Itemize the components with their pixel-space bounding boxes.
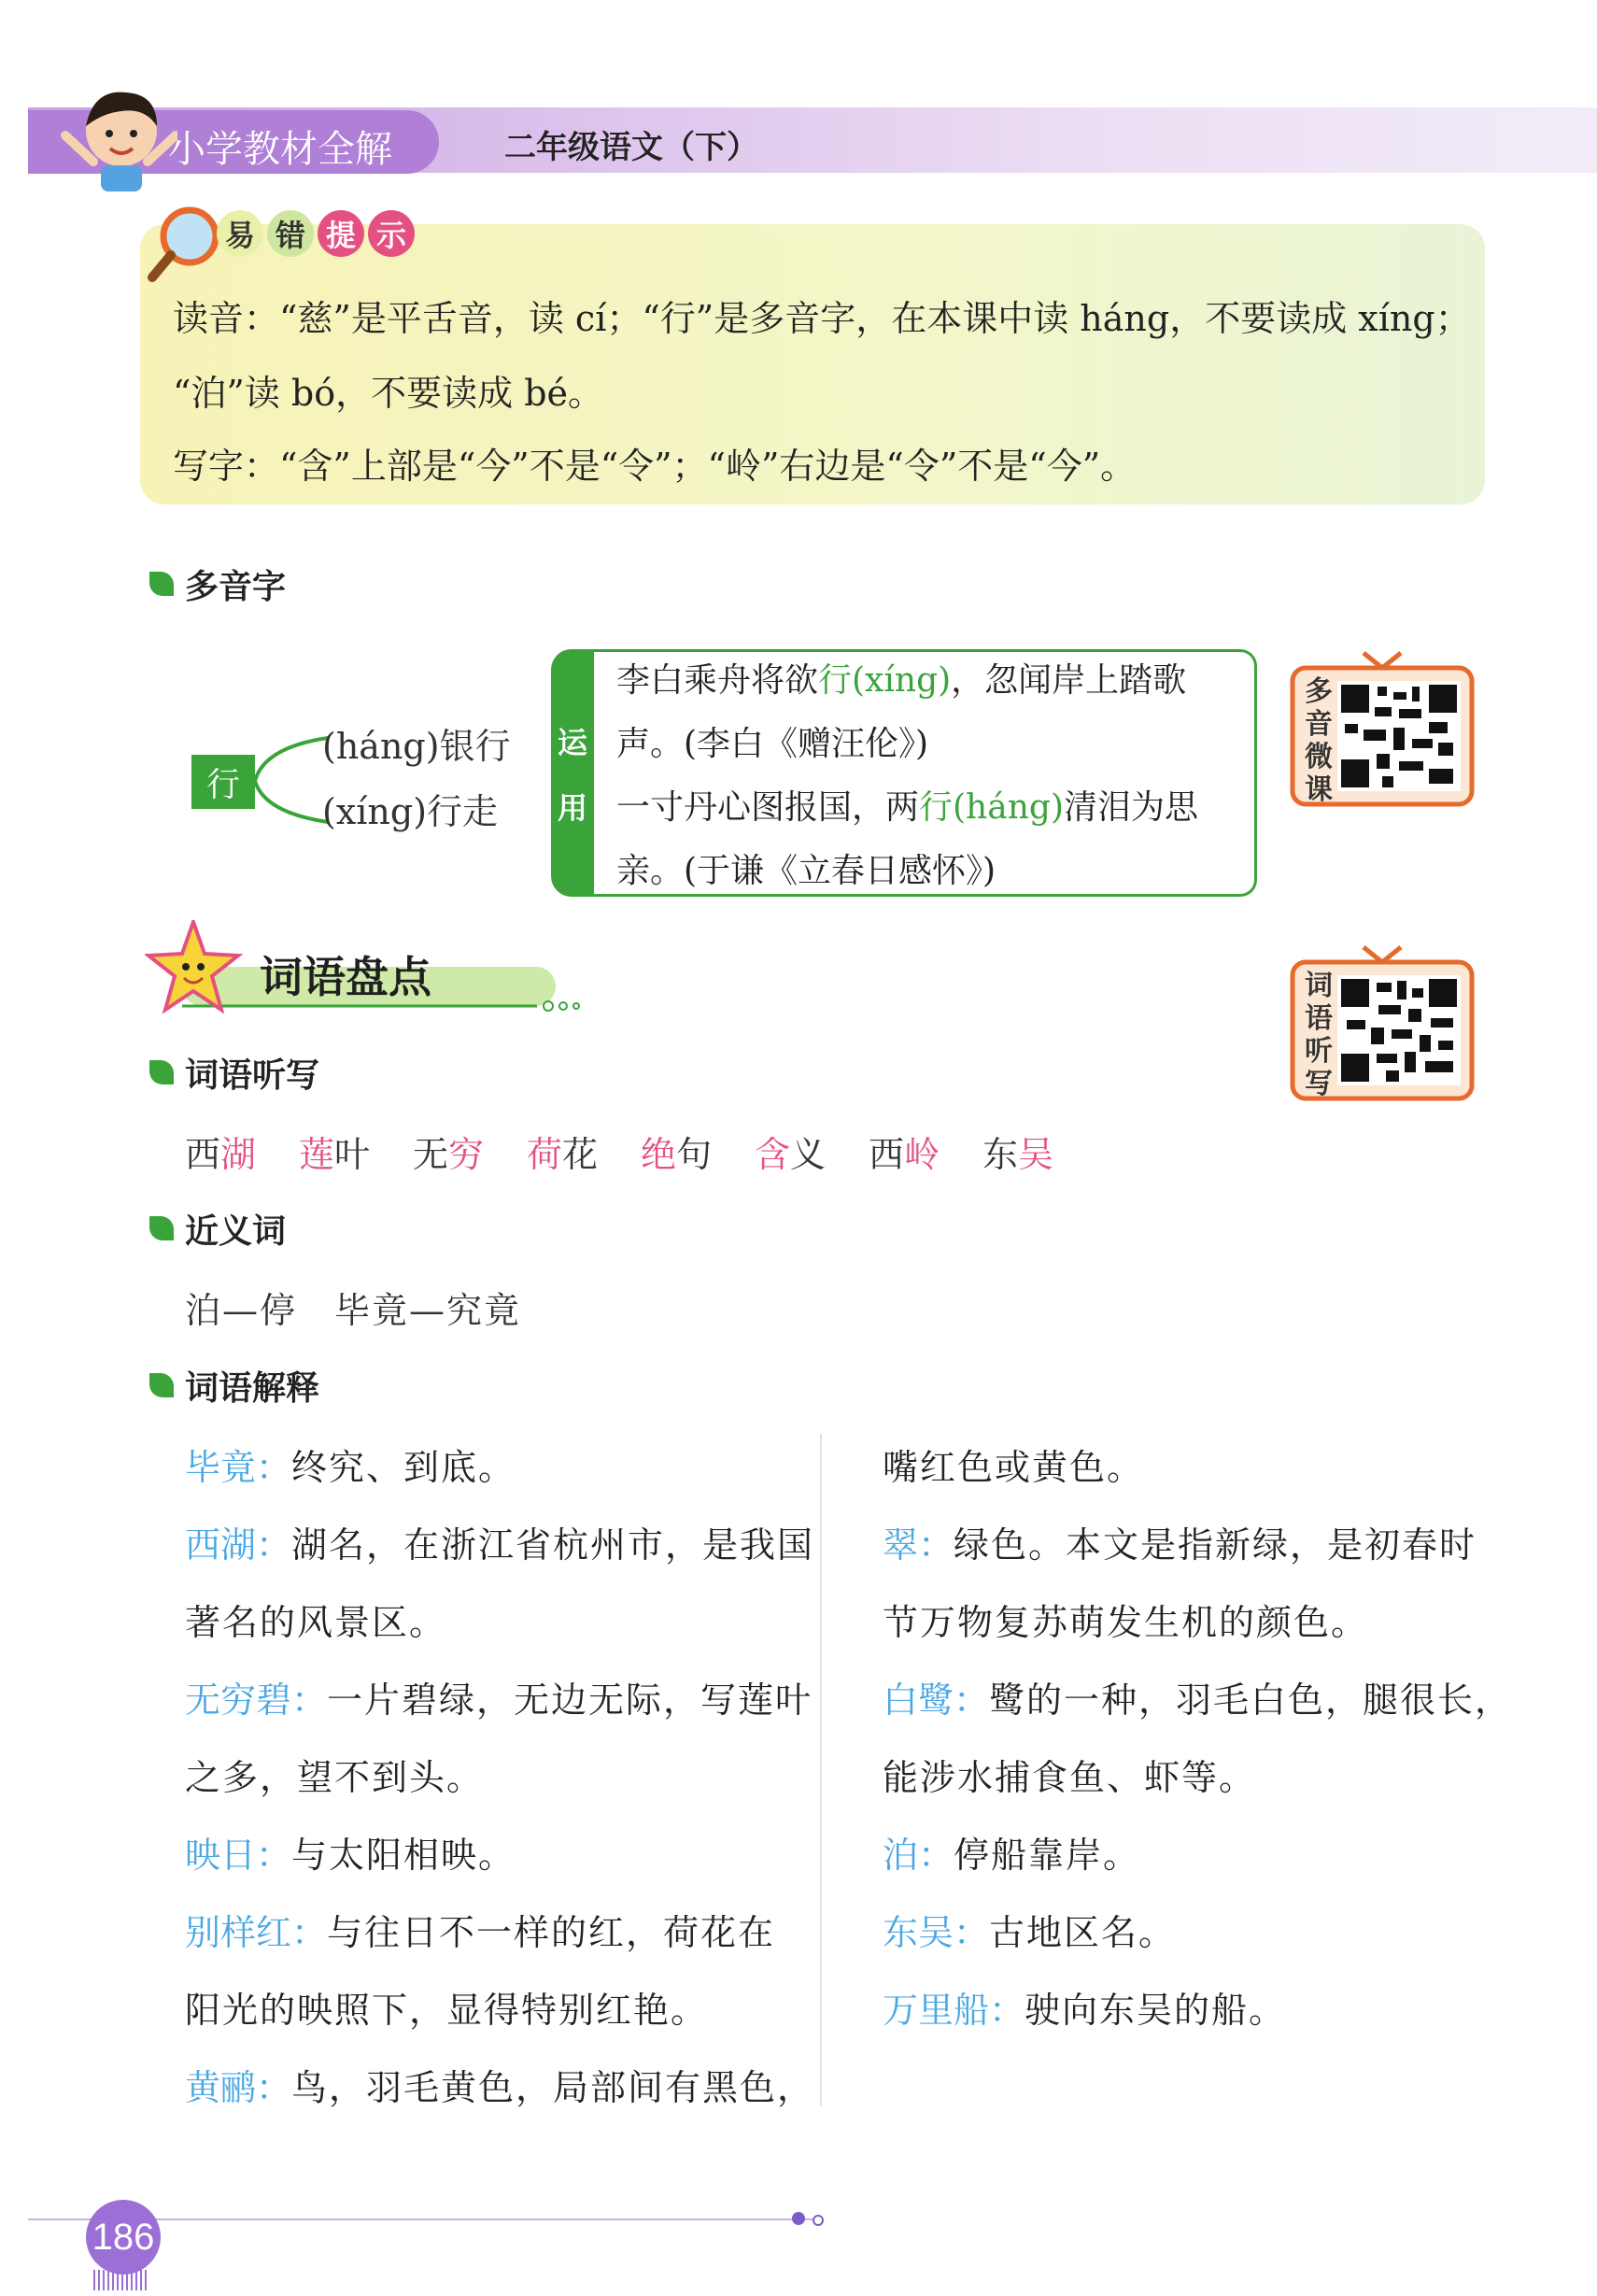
dictation-char: 穷 — [448, 1134, 485, 1175]
words-title: 词语盘点 — [260, 952, 431, 1002]
explain-line — [185, 1671, 813, 1722]
usage-label — [551, 649, 594, 897]
dictation-word — [641, 1126, 712, 1177]
explain-term: 毕竟： — [185, 1447, 292, 1488]
explain-line — [185, 1904, 775, 1955]
magnifier-icon — [145, 201, 229, 285]
footer-barcode — [93, 2270, 149, 2290]
dictation-char: 含 — [755, 1134, 791, 1175]
tip-char-4: 示 — [368, 210, 415, 257]
dictation-word — [982, 1126, 1053, 1177]
leaf-bullet-icon — [149, 1060, 174, 1084]
dictation-char: 东 — [982, 1134, 1019, 1175]
dictation-char: 西 — [869, 1134, 905, 1175]
polyphone-heading: 多音字 — [185, 568, 287, 606]
dictation-char: 岭 — [904, 1134, 940, 1175]
usage-label-char-1: 运 — [557, 724, 587, 760]
explain-line — [883, 1516, 1477, 1567]
dictation-char: 句 — [676, 1134, 713, 1175]
dictation-char: 莲 — [299, 1134, 335, 1175]
explain-term: 东吴： — [883, 1912, 990, 1953]
dictation-char: 义 — [790, 1134, 827, 1175]
usage-line-4: 亲。(于谦《立春日感怀》) — [616, 852, 996, 890]
dictation-word — [527, 1126, 598, 1177]
explain-term: 西湖： — [185, 1524, 292, 1566]
tip-line-3: 写字：“含”上部是“今”不是“令”；“岭”右边是“令”不是“今”。 — [173, 446, 1137, 487]
tip-char-2: 错 — [267, 210, 314, 257]
polyphone-char: 行 — [191, 755, 255, 809]
dictation-word — [185, 1126, 256, 1177]
qr-card-polyphone[interactable] — [1289, 649, 1476, 808]
leaf-bullet-icon — [149, 1373, 174, 1397]
explain-term: 无穷碧： — [185, 1679, 328, 1721]
dictation-char: 无 — [413, 1134, 449, 1175]
explain-line — [883, 1981, 1286, 2033]
explain-line — [185, 1516, 814, 1567]
explain-text: 节万物复苏萌发生机的颜色。 — [883, 1602, 1369, 1643]
explain-term: 翠： — [883, 1524, 954, 1566]
explain-line — [185, 1439, 516, 1490]
qr-card-dictation[interactable] — [1289, 943, 1476, 1102]
qr-label-polyphone: 多 音 微 课 — [1305, 675, 1333, 806]
explain-line — [185, 1826, 516, 1878]
reading-xing: (xíng)行走 — [322, 791, 499, 832]
explain-text: 终究、到底。 — [291, 1447, 516, 1488]
page-number: 186 — [86, 2200, 161, 2275]
explain-text: 湖名，在浙江省杭州市，是我国 — [291, 1524, 815, 1566]
explain-text: 鸟，羽毛黄色，局部间有黑色， — [291, 2067, 815, 2108]
tip-line-1: 读音：“慈”是平舌音，读 cí；“行”是多音字，在本课中读 háng，不要读成 xíng； — [173, 298, 1471, 339]
dictation-word — [869, 1126, 940, 1177]
dictation-char: 叶 — [334, 1134, 371, 1175]
explain-text: 驶向东吴的船。 — [1025, 1990, 1287, 2031]
footer-dot — [792, 2212, 805, 2225]
explain-text: 鹭的一种，羽毛白色，腿很长， — [989, 1679, 1513, 1721]
explain-line — [883, 1671, 1512, 1722]
explain-term: 万里船： — [883, 1990, 1025, 2031]
explain-line — [185, 1594, 446, 1645]
dictation-char: 吴 — [1018, 1134, 1054, 1175]
usage-label-char-2: 用 — [557, 789, 587, 826]
explain-line — [185, 1749, 484, 1800]
explain-term: 黄鹂： — [185, 2067, 292, 2108]
dictation-word — [299, 1126, 370, 1177]
usage-line-1: 李白乘舟将欲行(xíng)，忽闻岸上踏歌 — [616, 661, 1187, 700]
book-title: 小学教材全解 — [168, 128, 392, 171]
tip-char-1: 易 — [217, 210, 263, 257]
explain-text: 古地区名。 — [989, 1912, 1177, 1953]
explain-line — [883, 1904, 1176, 1955]
dictation-word — [755, 1126, 826, 1177]
explain-term: 别样红： — [185, 1912, 328, 1953]
explain-text: 绿色。本文是指新绿，是初春时 — [954, 1524, 1477, 1566]
explain-line — [185, 1981, 708, 2033]
book-subtitle: 二年级语文（下） — [504, 129, 758, 166]
dictation-heading: 词语听写 — [185, 1056, 320, 1095]
footer-dot-outline — [813, 2215, 824, 2226]
explain-heading: 词语解释 — [185, 1369, 320, 1408]
explain-text: 与太阳相映。 — [291, 1835, 516, 1876]
tip-char-3: 提 — [318, 210, 364, 257]
explain-text: 停船靠岸。 — [954, 1835, 1141, 1876]
explain-text: 一片碧绿，无边无际，写莲叶 — [327, 1679, 813, 1721]
explain-text: 之多，望不到头。 — [185, 1757, 485, 1798]
synonym-list: 泊—停 毕竟—究竟 — [185, 1290, 522, 1331]
synonym-heading: 近义词 — [185, 1212, 287, 1251]
column-divider — [820, 1434, 822, 2106]
explain-term: 泊： — [883, 1835, 954, 1876]
usage-line-2: 声。(李白《赠汪伦》) — [616, 725, 929, 763]
usage-line-3: 一寸丹心图报国，两行(háng)清泪为思 — [616, 788, 1199, 827]
branch-bracket-icon — [255, 719, 330, 841]
explain-text: 著名的风景区。 — [185, 1602, 447, 1643]
explain-text: 嘴红色或黄色。 — [883, 1447, 1145, 1488]
dictation-word — [413, 1126, 484, 1177]
explain-line — [883, 1439, 1144, 1490]
explain-line — [883, 1594, 1368, 1645]
tip-line-2: “泊”读 bó，不要读成 bé。 — [173, 373, 604, 414]
explain-line — [185, 2059, 814, 2110]
explain-line — [883, 1826, 1140, 1878]
explain-term: 映日： — [185, 1835, 292, 1876]
dictation-char: 西 — [185, 1134, 221, 1175]
reading-hang: (háng)银行 — [322, 726, 511, 767]
dictation-char: 花 — [562, 1134, 599, 1175]
leaf-bullet-icon — [149, 1216, 174, 1240]
explain-term: 白鹭： — [883, 1679, 990, 1721]
explain-text: 与往日不一样的红，荷花在 — [327, 1912, 776, 1953]
dictation-char: 荷 — [527, 1134, 563, 1175]
explain-text: 能涉水捕食鱼、虾等。 — [883, 1757, 1257, 1798]
boy-mascot-icon — [56, 79, 177, 191]
dictation-char: 湖 — [220, 1134, 257, 1175]
dictation-list — [185, 1126, 1119, 1175]
leaf-bullet-icon — [149, 572, 174, 596]
explain-text: 阳光的映照下，显得特别红艳。 — [185, 1990, 709, 2031]
dictation-char: 绝 — [641, 1134, 677, 1175]
qr-label-dictation: 词 语 听 写 — [1305, 970, 1333, 1100]
explain-line — [883, 1749, 1256, 1800]
